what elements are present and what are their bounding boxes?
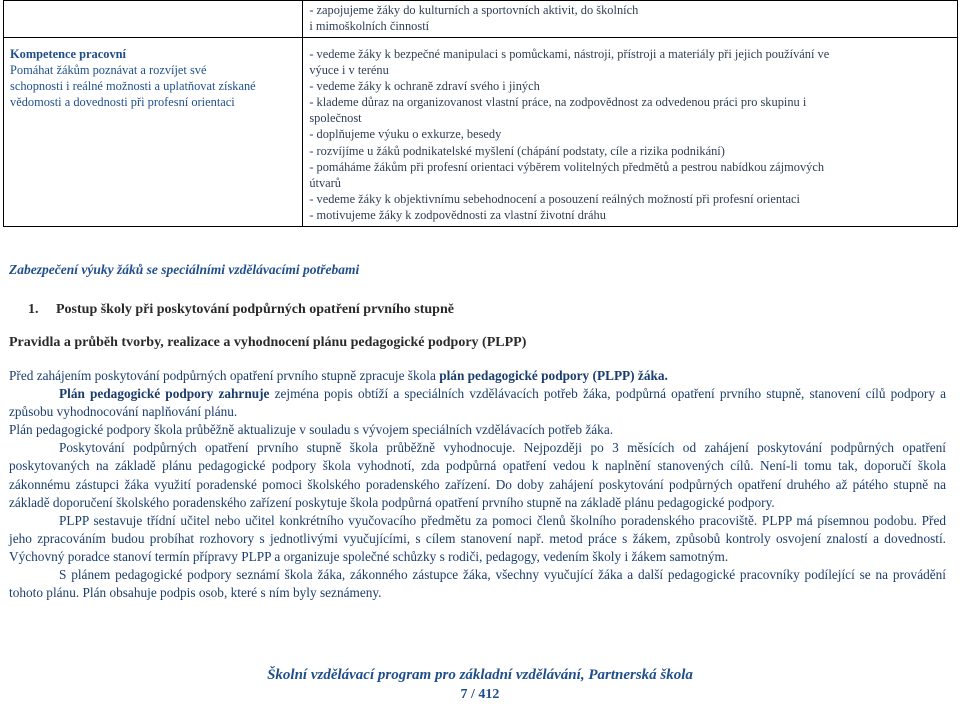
bold-text: plán pedagogické podpory (PLPP) žáka. [439, 368, 668, 383]
paragraph-text: Před zahájením poskytování podpůrných opatření prvního stupně zpracuje škola [9, 368, 440, 383]
table-cell-top [303, 1, 958, 38]
page-number: 7 / 412 [460, 687, 500, 702]
list-item: - doplňujeme výuku o exkurze, besedy [309, 127, 502, 142]
list-item: i mimoškolních činností [309, 19, 430, 34]
table-row [4, 38, 958, 227]
subsection-number: 1. [28, 302, 39, 317]
list-item: výuce i v terénu [309, 63, 389, 78]
competence-title: Kompetence pracovní [10, 47, 126, 61]
subheading: Pravidla a průběh tvorby, realizace a vyhodnocení plánu pedagogické podpory (PLPP) [9, 335, 527, 350]
list-item: - vedeme žáky k bezpečné manipulaci s pomůckami, nástroji, přístroji a materiály při jejich používání ve [309, 47, 830, 61]
list-item: útvarů [309, 175, 341, 190]
table-row [4, 1, 958, 38]
list-item: - pomáháme žákům při profesní orientaci výběrem volitelných předmětů a pestrou nabídkou zájmových [309, 159, 825, 174]
table-cell-empty [4, 1, 303, 38]
list-item: - motivujeme žáky k zodpovědnosti za vlastní životní dráhu [309, 207, 606, 222]
paragraph: Poskytování podpůrných opatření prvního stupně škola průběžně vyhodnocuje. Nejpozději po 3 měsících od zahájení poskytování podpůrných opatření poskytovaných na základě plánu pedagogické podpory škola vyhodnotí, zda podpůrná opatření vedou k naplnění stanovených cílů. Není-li tomu tak, doporučí škola zákonnému zástupci žáka využití poradenské pomoci školského poradenského zařízení. Do doby zahájení poskytování podpůrných opatření druhého až pátého stupně na základě doporučení školského poradenského zařízení poskytuje škola podpůrná opatření prvního stupně na základě plánu pedagogické podpory. [9, 440, 946, 510]
competence-items-cell [303, 38, 958, 227]
paragraph [9, 385, 946, 421]
section-heading: Zabezpečení výuky žáků se speciálními vzdělávacími potřebami [9, 262, 360, 277]
paragraph: PLPP sestavuje třídní učitel nebo učitel konkrétního vyučovacího předmětu za pomoci členů školního poradenského pracoviště. PLPP má písemnou podobu. Před jeho zpracováním budou probíhat rozhovory s jednotlivými vyučujícími, s cílem stanovení např. metod práce s žákem, způsobů kontroly osvojení znalostí a dovedností. Výchovný poradce stanoví termín přípravy PLPP a organizuje společné schůzky s rodiči, pedagogy, vedením školy i žákem samotným. [9, 512, 946, 564]
list-item: - vedeme žáky k ochraně zdraví svého i jiných [309, 79, 540, 94]
list-item: společnost [309, 111, 362, 126]
competence-table [3, 0, 958, 227]
paragraph [9, 367, 946, 385]
subsection-heading [28, 302, 454, 318]
paragraph: S plánem pedagogické podpory seznámí škola žáka, zákonného zástupce žáka, všechny vyučující žáka a další pedagogické pracovníky podílející se na provádění tohoto plánu. Plán obsahuje podpis osob, které s ním byly seznámeny. [9, 567, 946, 601]
competence-description-line: vědomosti a dovednosti při profesní orientaci [10, 95, 235, 110]
subsection-title: Postup školy při poskytování podpůrných opatření prvního stupně [56, 302, 454, 317]
list-item: - vedeme žáky k objektivnímu sebehodnocení a posouzení reálných možností při profesní orientaci [309, 191, 800, 206]
footer-title: Školní vzdělávací program pro základní vzdělávání, Partnerská škola [267, 667, 693, 683]
list-item: - klademe důraz na organizovanost vlastní práce, na zodpovědnost za odvedenou práci pro skupinu i [309, 95, 807, 110]
competence-description-line: Pomáhat žákům poznávat a rozvíjet své [10, 63, 207, 78]
paragraph: Plán pedagogické podpory škola průběžně aktualizuje v souladu s vývojem speciálních vzdělávacích potřeb žáka. [9, 422, 614, 438]
body-text [9, 367, 946, 602]
paragraph-text: zejména popis obtíží a speciálních vzdělávacích potřeb žáka, podpůrná opatření prvního stupně, stanovení cílů podpory a způsobu vyhodnocování naplňování plánu. [9, 386, 946, 420]
list-item: - rozvíjíme u žáků podnikatelské myšlení (chápání podstaty, cíle a rizika podnikání) [309, 143, 725, 158]
competence-label-cell [4, 38, 303, 227]
list-item: - zapojujeme žáky do kulturních a sportovních aktivit, do školních [309, 3, 639, 17]
bold-text: Plán pedagogické podpory zahrnuje [59, 386, 270, 402]
competence-description-line: schopnosti i reálné možnosti a uplatňovat získané [10, 79, 256, 94]
